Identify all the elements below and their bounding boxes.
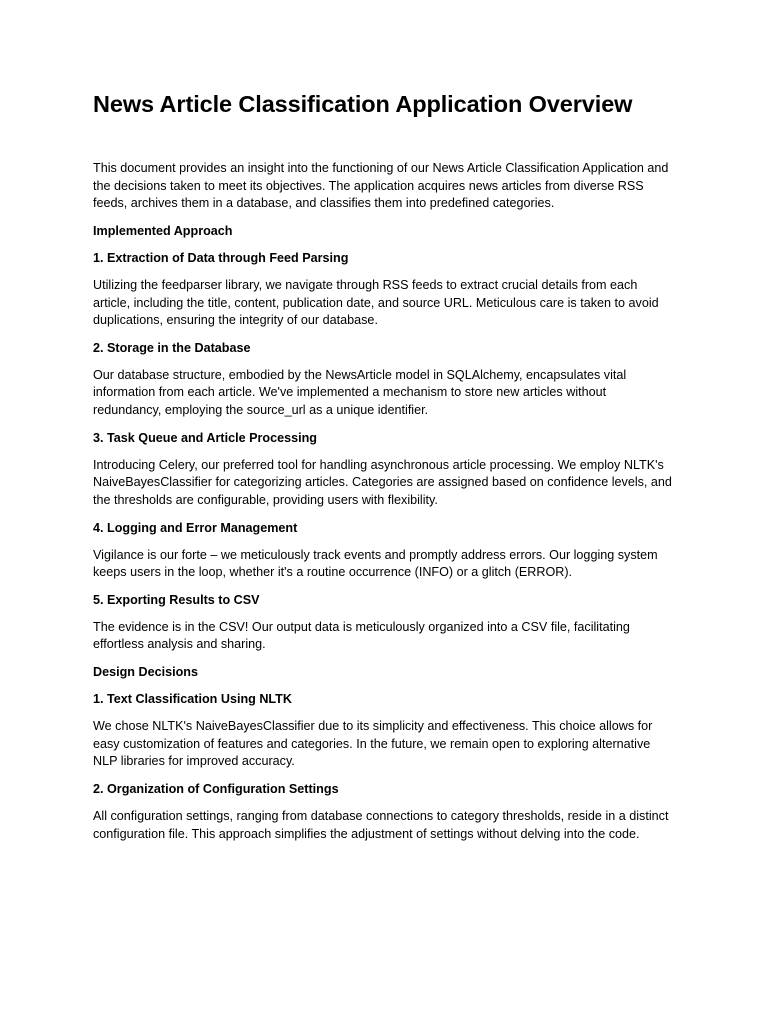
- section-body-feed-parsing: Utilizing the feedparser library, we navigate through RSS feeds to extract crucial details from each article, including the title, content, publication date, and source URL. Meticulous care is taken to avoid duplications, ensuring the integrity of our database.: [93, 277, 659, 328]
- section-body-csv-export: The evidence is in the CSV! Our output data is meticulously organized into a CSV file, facilitating effortless analysis and sharing.: [93, 619, 630, 652]
- section-heading-nltk: 1. Text Classification Using NLTK: [93, 692, 292, 707]
- design-decisions-heading: Design Decisions: [93, 665, 198, 680]
- document-title: News Article Classification Application Overview: [93, 91, 633, 117]
- section-heading-csv-export: 5. Exporting Results to CSV: [93, 592, 260, 607]
- section-heading-logging: 4. Logging and Error Management: [93, 520, 298, 535]
- section-body-configuration: All configuration settings, ranging from database connections to category thresholds, reside in a distinct configuration file. This approach simplifies the adjustment of settings without delving into the code.: [93, 809, 669, 841]
- section-heading-configuration: 2. Organization of Configuration Settings: [93, 782, 339, 797]
- section-heading-database-storage: 2. Storage in the Database: [93, 340, 251, 355]
- section-heading-task-queue: 3. Task Queue and Article Processing: [93, 430, 317, 445]
- section-body-database-storage: Our database structure, embodied by the NewsArticle model in SQLAlchemy, encapsulates vital information from each article. We've implemented a mechanism to store new articles without redundancy, employing the source_url as a unique identifier.: [93, 367, 627, 418]
- section-body-task-queue: Introducing Celery, our preferred tool for handling asynchronous article processing. We employ NLTK's NaiveBayesClassifier for categorizing articles. Categories are assigned based on confidence levels, and the thresholds are configurable, providing users with flexibility.: [93, 457, 672, 507]
- implemented-approach-heading: Implemented Approach: [93, 223, 233, 238]
- intro-paragraph: This document provides an insight into the functioning of our News Article Classification Application and the decisions taken to meet its objectives. The application acquires news articles from diverse RSS feeds, archives them in a database, and classifies them into predefined categories.: [93, 161, 669, 211]
- section-heading-feed-parsing: 1. Extraction of Data through Feed Parsing: [93, 250, 349, 265]
- section-body-logging: Vigilance is our forte – we meticulously track events and promptly address errors. Our logging system keeps users in the loop, whether it's a routine occurrence (INFO) or a glitch (ERROR).: [93, 547, 658, 580]
- document-page: [93, 88, 673, 853]
- section-body-nltk: We chose NLTK's NaiveBayesClassifier due to its simplicity and effectiveness. This choice allows for easy customization of features and categories. In the future, we remain open to exploring alternative NLP libraries for improved accuracy.: [93, 719, 653, 769]
